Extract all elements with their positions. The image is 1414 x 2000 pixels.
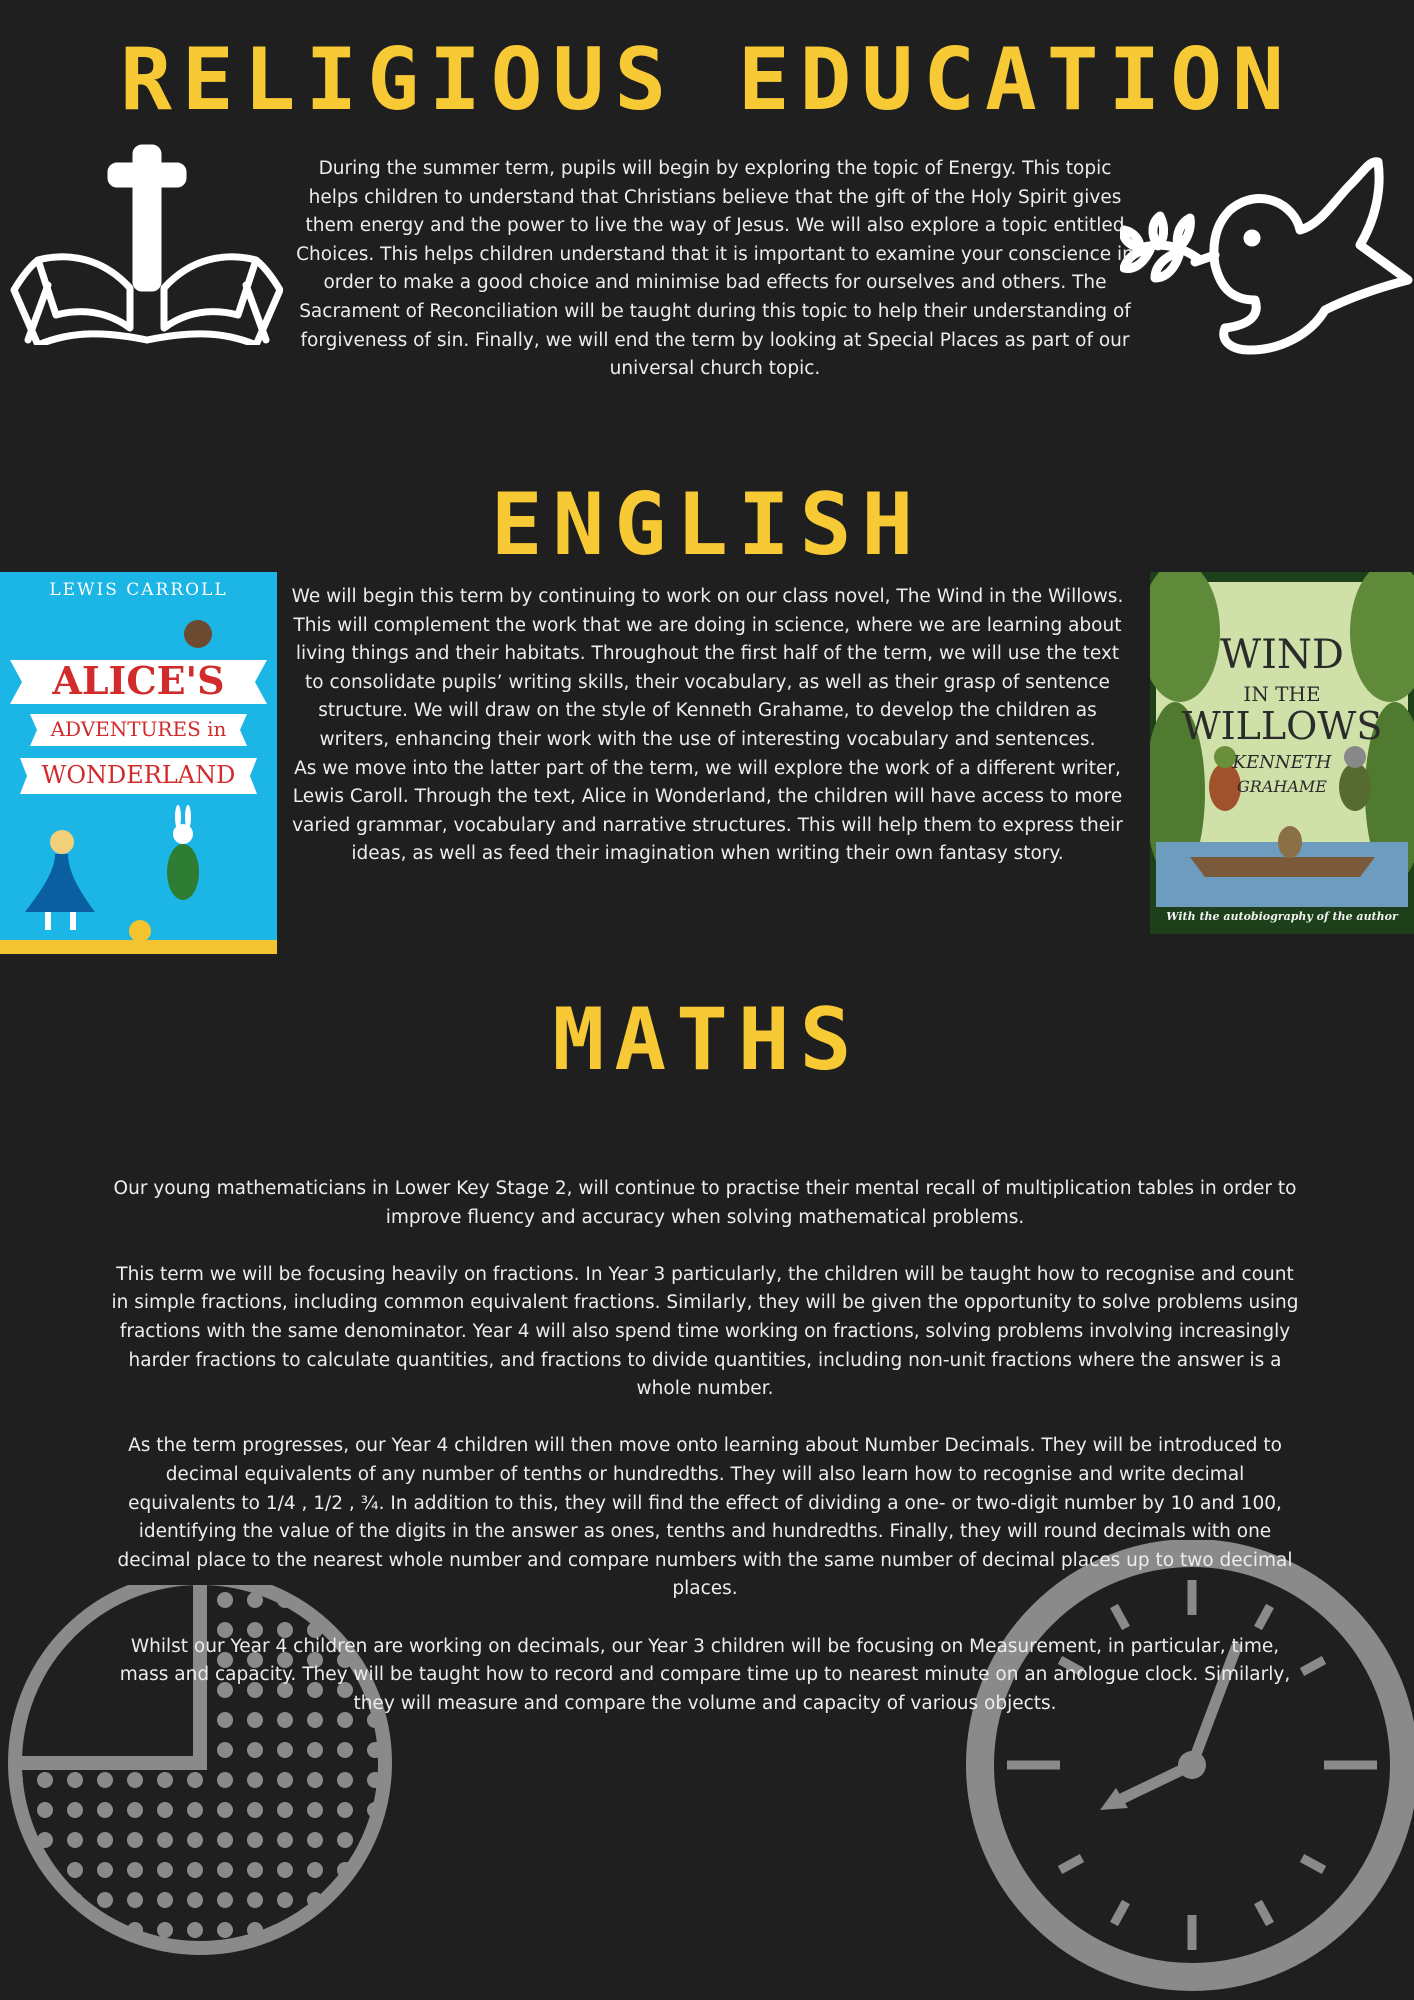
willows-cover-author-1: KENNETH [1232,752,1332,773]
willows-cover-title-2: IN THE [1243,682,1321,706]
religious-education-title: RELIGIOUS EDUCATION [120,30,1294,130]
alice-cover-title-2: ADVENTURES in [50,717,227,741]
english-paragraph-1: We will begin this term by continuing to work on our class novel, The Wind in the Willows. This will complement the work that we are doing in science, where we are learning about living things and their habitats. Throughout the first half of the term, we will use the text to consolidate pupils’ writing skills, their vocabulary, as well as their grasp of sentence structure. We will draw on the style of Kenneth Grahame, to develop the children as writers, enhancing their work with the use of interesting vocabulary and sentences. [291,586,1124,750]
maths-paragraph-2: This term we will be focusing heavily on fractions. In Year 3 particularly, the children will be taught how to recognise and count in simple fractions, including common equivalent fractions. Similarly, they will be given the opportunity to solve problems using fractions with the same denominator. Year 4 will also spend time working on fractions, solving problems involving increasingly harder fractions to calculate quantities, and fractions to divide quantities, including non-unit fractions where the answer is a whole number. [111,1263,1299,1400]
alice-cover-title-3: WONDERLAND [41,761,236,789]
maths-paragraph-1: Our young mathematicians in Lower Key Stage 2, will continue to practise their mental recall of multiplication tables in order to improve fluency and accuracy when solving mathematical problems. [113,1178,1297,1228]
willows-cover-author-2: GRAHAME [1237,777,1327,796]
english-paragraph-2: As we move into the latter part of the term, we will explore the work of a different writer, Lewis Caroll. Through the text, Alice in Wonderland, the children will have access to more varied grammar, vocabulary and narrative structures. This will help them to express their ideas, as well as feed their imagination when writing their own fantasy story. [292,757,1123,865]
maths-title: MATHS [552,990,862,1090]
maths-paragraph-4: Whilst our Year 4 children are working on decimals, our Year 3 children will be focusing on Measurement, in particular, time, mass and capacity. They will be taught how to record and compare time up to nearest minute on an anologue clock. Similarly, they will measure and compare the volume and capacity of various objects. [119,1635,1291,1714]
alice-cover-author: LEWIS CARROLL [49,580,228,600]
maths-text [110,1175,1300,1747]
english-title: ENGLISH [490,475,924,575]
willows-cover-title-3: WILLOWS [1181,704,1383,748]
dove-olive-branch-icon [1120,150,1414,365]
english-text [285,583,1130,869]
maths-paragraph-3: As the term progresses, our Year 4 children will then move onto learning about Number Decimals. They will be introduced to decimal equivalents of any number of tenths or hundredths. They will also learn how to recognise and write decimal equivalents to 1/4 , 1/2 , ¾. In addition to this, they will find the effect of dividing a one- or two-digit number by 10 and 100, identifying the value of the digits in the answer as ones, tenths and hundredths. Finally, they will round decimals with one decimal place to the nearest whole number and compare numbers with the same number of decimal places up to two decimal places. [117,1435,1293,1600]
religious-education-text: During the summer term, pupils will begin by exploring the topic of Energy. This topic helps children to understand that Christians believe that the gift of the Holy Spirit gives them energy and the power to live the way of Jesus. We will also explore a topic entitled Choices. This helps children understand that it is important to examine your conscience in order to make a good choice and minimise bad effects for ourselves and others. The Sacrament of Reconciliation will be taught during this topic to help their understanding of forgiveness of sin. Finally, we will end the term by looking at Special Places as part of our universal church topic. [296,158,1134,380]
willows-cover-title-1: WIND [1220,632,1344,678]
bible-cross-icon [8,140,283,345]
alice-in-wonderland-cover [0,572,277,954]
wind-in-the-willows-cover [1150,572,1414,934]
alice-cover-title-1: ALICE'S [52,658,225,703]
willows-cover-footer: With the autobiography of the author [1166,910,1398,923]
